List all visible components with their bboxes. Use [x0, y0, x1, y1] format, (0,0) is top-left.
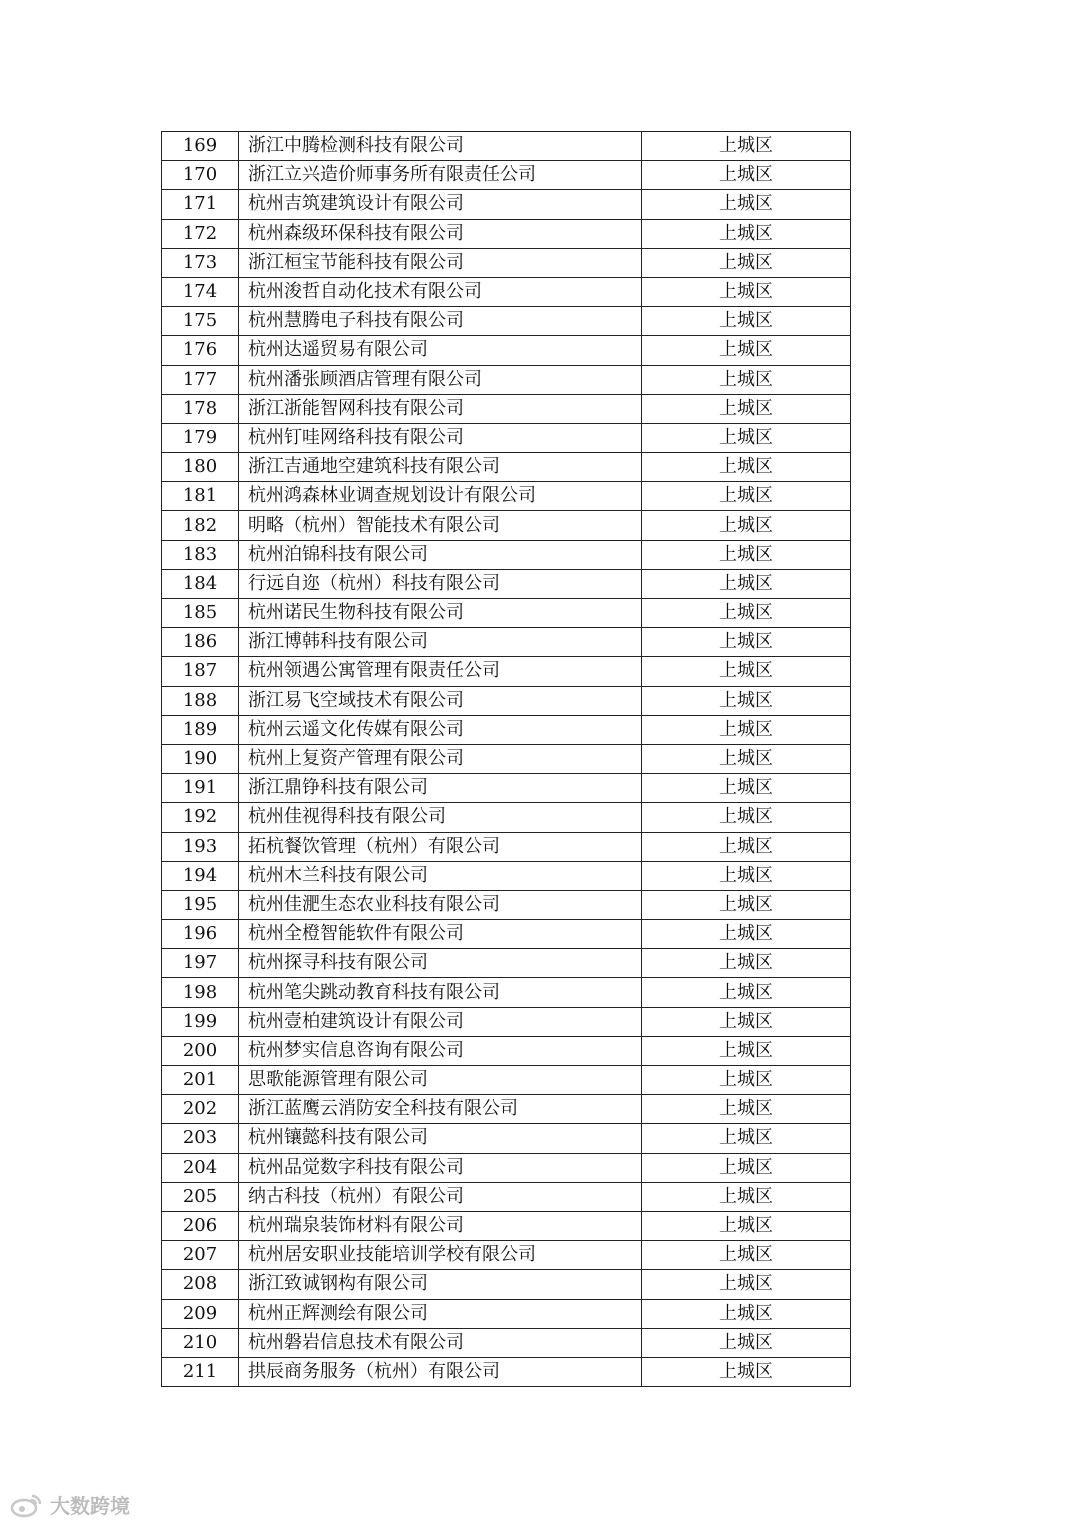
table-row	[162, 803, 851, 832]
table-row	[162, 307, 851, 336]
company-name-cell: 杭州达遥贸易有限公司	[239, 336, 642, 365]
company-name-cell: 行远自迩（杭州）科技有限公司	[239, 569, 642, 598]
table-row	[162, 482, 851, 511]
district-cell: 上城区	[642, 1270, 851, 1299]
table-row	[162, 277, 851, 306]
district-cell: 上城区	[642, 1153, 851, 1182]
row-number-cell: 202	[162, 1095, 239, 1124]
row-number-cell: 169	[162, 132, 239, 161]
company-name-cell: 杭州诺民生物科技有限公司	[239, 599, 642, 628]
district-cell: 上城区	[642, 715, 851, 744]
company-name-cell: 浙江吉通地空建筑科技有限公司	[239, 453, 642, 482]
company-name-cell: 杭州探寻科技有限公司	[239, 949, 642, 978]
district-cell: 上城区	[642, 190, 851, 219]
watermark-text: 大数跨境	[50, 1494, 130, 1518]
district-cell: 上城区	[642, 657, 851, 686]
row-number-cell: 184	[162, 569, 239, 598]
row-number-cell: 204	[162, 1153, 239, 1182]
district-cell: 上城区	[642, 394, 851, 423]
district-cell: 上城区	[642, 920, 851, 949]
table-row	[162, 248, 851, 277]
company-name-cell: 浙江桓宝节能科技有限公司	[239, 248, 642, 277]
company-name-cell: 杭州正辉测绘有限公司	[239, 1299, 642, 1328]
district-cell: 上城区	[642, 890, 851, 919]
row-number-cell: 189	[162, 715, 239, 744]
row-number-cell: 181	[162, 482, 239, 511]
table-row	[162, 453, 851, 482]
row-number-cell: 182	[162, 511, 239, 540]
table-row	[162, 219, 851, 248]
district-cell: 上城区	[642, 161, 851, 190]
company-name-cell: 浙江博韩科技有限公司	[239, 628, 642, 657]
company-name-cell: 思歌能源管理有限公司	[239, 1066, 642, 1095]
district-cell: 上城区	[642, 1182, 851, 1211]
table-row	[162, 1241, 851, 1270]
district-cell: 上城区	[642, 1066, 851, 1095]
table-row	[162, 423, 851, 452]
district-cell: 上城区	[642, 1211, 851, 1240]
row-number-cell: 192	[162, 803, 239, 832]
table-row	[162, 1036, 851, 1065]
row-number-cell: 203	[162, 1124, 239, 1153]
company-name-cell: 杭州浚哲自动化技术有限公司	[239, 277, 642, 306]
district-cell: 上城区	[642, 1095, 851, 1124]
district-cell: 上城区	[642, 336, 851, 365]
row-number-cell: 185	[162, 599, 239, 628]
row-number-cell: 190	[162, 744, 239, 773]
table-row	[162, 920, 851, 949]
district-cell: 上城区	[642, 540, 851, 569]
district-cell: 上城区	[642, 803, 851, 832]
table-row	[162, 1007, 851, 1036]
district-cell: 上城区	[642, 307, 851, 336]
district-cell: 上城区	[642, 1357, 851, 1386]
district-cell: 上城区	[642, 774, 851, 803]
weibo-logo-icon	[10, 1492, 44, 1518]
table-row	[162, 599, 851, 628]
company-name-cell: 杭州瑞泉装饰材料有限公司	[239, 1211, 642, 1240]
company-name-cell: 杭州品觉数字科技有限公司	[239, 1153, 642, 1182]
row-number-cell: 176	[162, 336, 239, 365]
table-row	[162, 1357, 851, 1386]
company-name-cell: 杭州上复资产管理有限公司	[239, 744, 642, 773]
row-number-cell: 196	[162, 920, 239, 949]
table-row	[162, 744, 851, 773]
row-number-cell: 186	[162, 628, 239, 657]
row-number-cell: 172	[162, 219, 239, 248]
table-row	[162, 1124, 851, 1153]
company-name-cell: 浙江易飞空域技术有限公司	[239, 686, 642, 715]
company-name-cell: 明略（杭州）智能技术有限公司	[239, 511, 642, 540]
district-cell: 上城区	[642, 453, 851, 482]
table-row	[162, 511, 851, 540]
company-name-cell: 杭州全橙智能软件有限公司	[239, 920, 642, 949]
district-cell: 上城区	[642, 686, 851, 715]
company-name-cell: 杭州鸿森林业调查规划设计有限公司	[239, 482, 642, 511]
row-number-cell: 201	[162, 1066, 239, 1095]
company-name-cell: 杭州梦实信息咨询有限公司	[239, 1036, 642, 1065]
district-cell: 上城区	[642, 599, 851, 628]
company-name-cell: 浙江立兴造价师事务所有限责任公司	[239, 161, 642, 190]
district-cell: 上城区	[642, 482, 851, 511]
table-body	[162, 132, 851, 1387]
row-number-cell: 197	[162, 949, 239, 978]
company-list-table	[161, 131, 851, 1387]
row-number-cell: 179	[162, 423, 239, 452]
company-name-cell: 杭州云遥文化传媒有限公司	[239, 715, 642, 744]
row-number-cell: 210	[162, 1328, 239, 1357]
table-row	[162, 1095, 851, 1124]
watermark	[10, 1490, 130, 1519]
table-row	[162, 774, 851, 803]
district-cell: 上城区	[642, 423, 851, 452]
table-row	[162, 132, 851, 161]
row-number-cell: 199	[162, 1007, 239, 1036]
row-number-cell: 211	[162, 1357, 239, 1386]
row-number-cell: 171	[162, 190, 239, 219]
row-number-cell: 207	[162, 1241, 239, 1270]
table-row	[162, 832, 851, 861]
company-name-cell: 杭州居安职业技能培训学校有限公司	[239, 1241, 642, 1270]
company-name-cell: 杭州佳视得科技有限公司	[239, 803, 642, 832]
table-row	[162, 1066, 851, 1095]
company-name-cell: 浙江致诚钢构有限公司	[239, 1270, 642, 1299]
table-row	[162, 394, 851, 423]
table-row	[162, 890, 851, 919]
company-name-cell: 杭州佳淝生态农业科技有限公司	[239, 890, 642, 919]
company-name-cell: 杭州镶懿科技有限公司	[239, 1124, 642, 1153]
row-number-cell: 208	[162, 1270, 239, 1299]
table-row	[162, 190, 851, 219]
company-name-cell: 杭州领遇公寓管理有限责任公司	[239, 657, 642, 686]
company-name-cell: 杭州吉筑建筑设计有限公司	[239, 190, 642, 219]
district-cell: 上城区	[642, 365, 851, 394]
row-number-cell: 180	[162, 453, 239, 482]
district-cell: 上城区	[642, 248, 851, 277]
company-name-cell: 浙江中腾检测科技有限公司	[239, 132, 642, 161]
row-number-cell: 187	[162, 657, 239, 686]
district-cell: 上城区	[642, 978, 851, 1007]
district-cell: 上城区	[642, 832, 851, 861]
row-number-cell: 193	[162, 832, 239, 861]
row-number-cell: 173	[162, 248, 239, 277]
row-number-cell: 177	[162, 365, 239, 394]
row-number-cell: 194	[162, 861, 239, 890]
company-name-cell: 杭州森级环保科技有限公司	[239, 219, 642, 248]
district-cell: 上城区	[642, 628, 851, 657]
table-row	[162, 336, 851, 365]
row-number-cell: 206	[162, 1211, 239, 1240]
company-name-cell: 浙江鼎铮科技有限公司	[239, 774, 642, 803]
row-number-cell: 178	[162, 394, 239, 423]
row-number-cell: 198	[162, 978, 239, 1007]
district-cell: 上城区	[642, 1007, 851, 1036]
district-cell: 上城区	[642, 569, 851, 598]
company-name-cell: 拓杭餐饮管理（杭州）有限公司	[239, 832, 642, 861]
table-row	[162, 657, 851, 686]
company-name-cell: 杭州磐岩信息技术有限公司	[239, 1328, 642, 1357]
district-cell: 上城区	[642, 949, 851, 978]
table-row	[162, 686, 851, 715]
table-row	[162, 1299, 851, 1328]
table-row	[162, 569, 851, 598]
district-cell: 上城区	[642, 744, 851, 773]
company-name-cell: 浙江蓝鹰云消防安全科技有限公司	[239, 1095, 642, 1124]
district-cell: 上城区	[642, 511, 851, 540]
district-cell: 上城区	[642, 132, 851, 161]
company-name-cell: 杭州潘张顾酒店管理有限公司	[239, 365, 642, 394]
company-name-cell: 杭州慧腾电子科技有限公司	[239, 307, 642, 336]
row-number-cell: 188	[162, 686, 239, 715]
company-name-cell: 纳古科技（杭州）有限公司	[239, 1182, 642, 1211]
row-number-cell: 195	[162, 890, 239, 919]
company-name-cell: 浙江浙能智网科技有限公司	[239, 394, 642, 423]
row-number-cell: 209	[162, 1299, 239, 1328]
table-row	[162, 365, 851, 394]
table-row	[162, 1211, 851, 1240]
table-row	[162, 540, 851, 569]
company-name-cell: 杭州木兰科技有限公司	[239, 861, 642, 890]
district-cell: 上城区	[642, 1299, 851, 1328]
district-cell: 上城区	[642, 1124, 851, 1153]
table-row	[162, 1153, 851, 1182]
district-cell: 上城区	[642, 1036, 851, 1065]
row-number-cell: 205	[162, 1182, 239, 1211]
company-name-cell: 杭州泊锦科技有限公司	[239, 540, 642, 569]
row-number-cell: 174	[162, 277, 239, 306]
district-cell: 上城区	[642, 1328, 851, 1357]
row-number-cell: 170	[162, 161, 239, 190]
company-name-cell: 拱辰商务服务（杭州）有限公司	[239, 1357, 642, 1386]
table-row	[162, 861, 851, 890]
company-name-cell: 杭州笔尖跳动教育科技有限公司	[239, 978, 642, 1007]
row-number-cell: 175	[162, 307, 239, 336]
table-row	[162, 1270, 851, 1299]
row-number-cell: 183	[162, 540, 239, 569]
table-row	[162, 949, 851, 978]
district-cell: 上城区	[642, 861, 851, 890]
district-cell: 上城区	[642, 1241, 851, 1270]
table-row	[162, 715, 851, 744]
district-cell: 上城区	[642, 219, 851, 248]
company-name-cell: 杭州壹柏建筑设计有限公司	[239, 1007, 642, 1036]
table-row	[162, 161, 851, 190]
company-name-cell: 杭州钉哇网络科技有限公司	[239, 423, 642, 452]
table-row	[162, 1328, 851, 1357]
district-cell: 上城区	[642, 277, 851, 306]
row-number-cell: 191	[162, 774, 239, 803]
table-row	[162, 1182, 851, 1211]
table-row	[162, 978, 851, 1007]
row-number-cell: 200	[162, 1036, 239, 1065]
table-row	[162, 628, 851, 657]
